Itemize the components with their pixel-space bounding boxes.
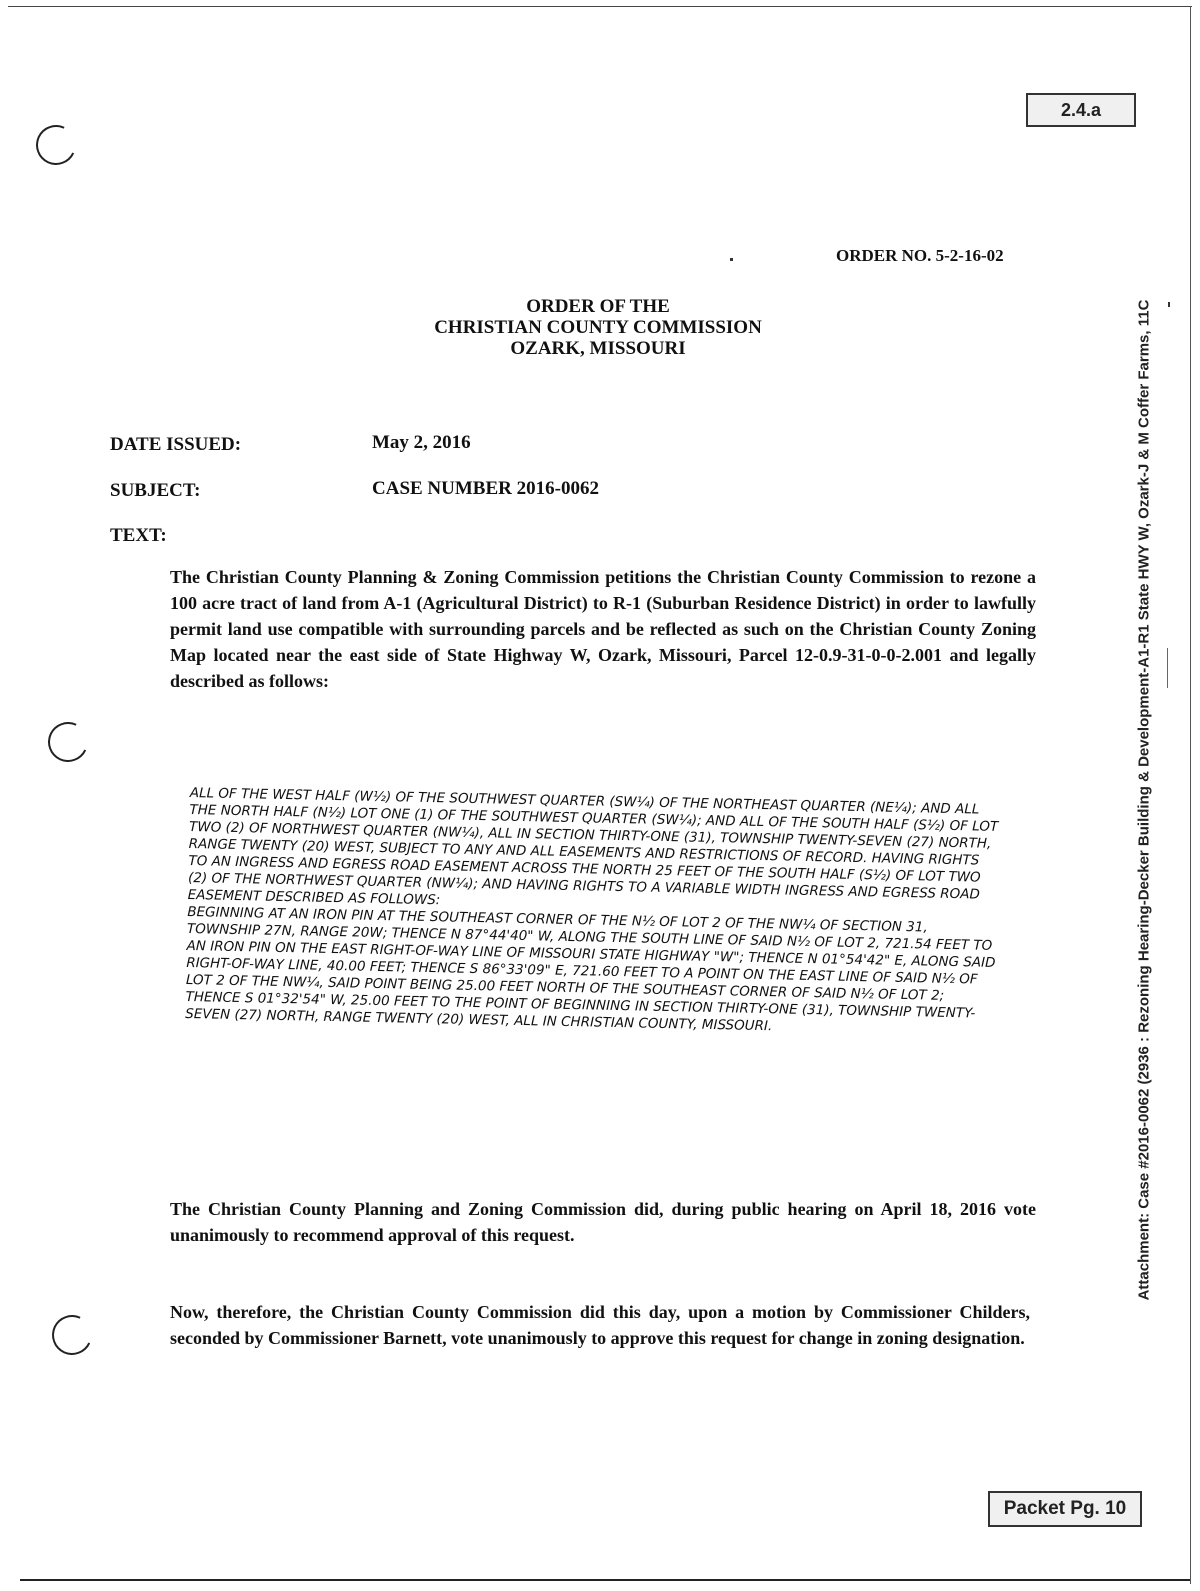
intro-paragraph: The Christian County Planning & Zoning Commission petitions the Christian County Commission to rezone a 100 acre tract of land from A-1 (Agricultural District) to R-1 (Suburban Residence District) in order to lawfully permit land use compatible with surrounding parcels and be reflected as such on the Christian County Zoning Map located near the east side of State Highway W, Ozark, Missouri, Parcel 12-0.9-31-0-0-2.001 and legally described as follows: — [170, 567, 1036, 691]
packet-page-stamp: Packet Pg. 10 — [988, 1491, 1142, 1527]
punch-hole-icon — [42, 716, 93, 767]
legal-description-part: ALL OF THE WEST HALF (W½) OF THE SOUTHWEST QUARTER (SW¼) OF THE NORTHEAST QUARTER (NE¼); AND ALL THE NORTH HALF (N½) LOT ONE (1) OF THE SOUTHWEST QUARTER (SW¼); AND ALL OF THE SOUTH HALF (S½) OF LOT TWO (2) OF NORTHWEST QUARTER (NW¼), ALL IN SECTION THIRTY-ONE (31), TOWNSHIP TWENTY-SEVEN (27) NORTH, RANGE TWENTY (20) WEST, SUBJECT TO ANY AND ALL EASEMENTS AND RESTRICTIONS OF RECORD. HAVING RIGHTS TO AN INGRESS AND EGRESS ROAD EASEMENT ACROSS THE NORTH 25 FEET OF THE SOUTH HALF (S½) OF LOT TWO (2) OF THE NORTHWEST QUARTER (NW¼); AND HAVING RIGHTS TO A VARIABLE WIDTH INGRESS AND EGRESS ROAD EASEMENT DESCRIBED AS FOLLOWS: — [187, 785, 999, 909]
heading-line: OZARK, MISSOURI — [510, 338, 686, 359]
text-label: TEXT: — [110, 525, 167, 546]
document-heading — [300, 296, 896, 359]
heading-line: CHRISTIAN COUNTY COMMISSION — [434, 317, 762, 338]
heading-line: ORDER OF THE — [526, 296, 670, 317]
date-issued-value: May 2, 2016 — [372, 432, 471, 453]
scan-bottom-edge — [20, 1579, 1190, 1581]
legal-description-part: BEGINNING AT AN IRON PIN AT THE SOUTHEAST CORNER OF THE N½ OF LOT 2 OF THE NW¼ OF SECTION 31, TOWNSHIP 27N, RANGE 20W; THENCE N 87°44'40" W, ALONG THE SOUTH LINE OF SAID N½ OF LOT 2, 721.54 FEET TO AN IRON PIN ON THE EAST RIGHT-OF-WAY LINE OF MISSOURI STATE HIGHWAY "W"; THENCE N 01°54'42" E, ALONG SAID RIGHT-OF-WAY LINE, 40.00 FEET; THENCE S 86°33'09" E, 721.60 FEET TO A POINT ON THE EAST LINE OF SAID N½ OF LOT 2 OF THE NW¼, SAID POINT BEING 25.00 FEET NORTH OF THE SOUTHEAST CORNER OF SAID N½ OF LOT 2; THENCE S 01°32'54" W, 25.00 FEET TO THE POINT OF BEGINNING IN SECTION THIRTY-ONE (31), TOWNSHIP TWENTY-SEVEN (27) NORTH, RANGE TWENTY (20) WEST, ALL IN CHRISTIAN COUNTY, MISSOURI. — [185, 903, 996, 1035]
punch-hole-icon — [30, 119, 81, 170]
order-number: ORDER NO. 5-2-16-02 — [836, 246, 1004, 265]
scan-speck — [1168, 302, 1170, 307]
scan-speck — [730, 258, 733, 261]
attachment-stamp: 2.4.a — [1026, 93, 1136, 127]
date-issued-label: DATE ISSUED: — [110, 434, 242, 455]
attachment-side-label: Attachment: Case #2016-0062 (2936 : Rezoning Hearing-Decker Building & Development-A1-R1 State HWY W, Ozark-J & M Coffer Farms, 11C — [1135, 299, 1153, 1301]
hearing-paragraph: The Christian County Planning and Zoning Commission did, during public hearing on April 18, 2016 vote unanimously to recommend approval of this request. — [170, 1199, 1036, 1245]
punch-hole-icon — [46, 1309, 97, 1360]
scan-line — [1167, 648, 1168, 688]
scan-top-edge — [8, 6, 1192, 7]
legal-description — [185, 785, 1000, 1040]
subject-value: CASE NUMBER 2016-0062 — [372, 478, 599, 499]
subject-label: SUBJECT: — [110, 480, 201, 501]
scan-right-edge — [1190, 6, 1191, 1584]
motion-paragraph: Now, therefore, the Christian County Commission did this day, upon a motion by Commissioner Childers, seconded by Commissioner Barnett, vote unanimously to approve this request for change in zoning designation. — [170, 1302, 1030, 1348]
